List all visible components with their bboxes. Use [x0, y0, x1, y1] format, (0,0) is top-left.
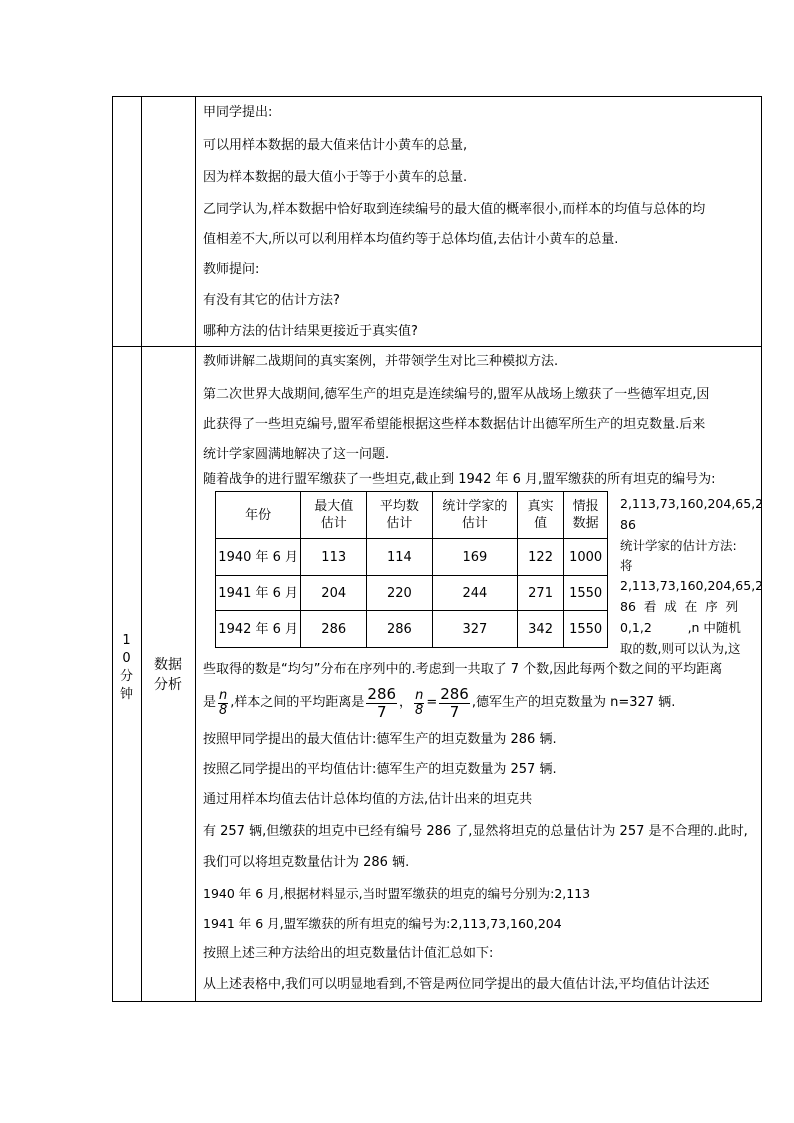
table-cell: 1550: [564, 611, 608, 648]
table-cell: 1940 年 6 月: [216, 539, 301, 576]
table-cell: 220: [367, 576, 433, 611]
table-row: [216, 611, 608, 648]
table-cell: 342: [517, 611, 563, 648]
side-line-5: 2,113,73,160,204,65,2: [620, 578, 764, 593]
fraction-denominator: 7: [449, 702, 460, 721]
side-line-8: 取的数,则可以认为,这: [620, 641, 741, 656]
intro-line-1: 教师讲解二战期间的真实案例，并带领学生对比三种模拟方法.: [203, 354, 559, 369]
col-divider-1: [141, 96, 142, 1002]
tail-line-4: 有 257 辆,但缴获的坦克中已经有编号 286 了,显然将坦克的总量估计为 257 是不合理的.此时,: [203, 824, 748, 839]
phase-line: 数据: [154, 657, 182, 673]
fraction-numerator: 286: [367, 684, 397, 703]
header-cell: 情报 数据: [564, 492, 608, 539]
fraction-numerator: n: [219, 687, 228, 703]
header-cell: 最大值 估计: [301, 492, 367, 539]
formula-equals: =: [426, 695, 438, 710]
table-cell: 204: [301, 576, 367, 611]
intro-line-5: 随着战争的进行盟军缴获了一些坦克,截止到 1942 年 6 月,盟军缴获的所有坦克的编号为:: [203, 472, 716, 487]
table-cell: 1941 年 6 月: [216, 576, 301, 611]
intro-line-3: 此获得了一些坦克编号,盟军希望能根据这些样本数据估计出德军所生产的坦克数量.后来: [203, 417, 706, 432]
header-cell: 年份: [216, 492, 301, 539]
table-cell: 244: [432, 576, 517, 611]
col-divider-2: [195, 96, 196, 1002]
time-char: 钟: [119, 687, 133, 702]
row-divider: [112, 346, 762, 347]
tail-line-2: 按照乙同学提出的平均值估计:德军生产的坦克数量为 257 辆.: [203, 762, 557, 777]
tail-line-7: 1941 年 6 月,盟军缴获的所有坦克的编号为:2,113,73,160,204: [203, 916, 562, 931]
tail-line-3: 通过用样本均值去估计总体均值的方法,估计出来的坦克共: [203, 792, 533, 807]
fraction-denominator: 8: [219, 702, 228, 718]
time-cell: [112, 632, 141, 704]
tail-line-5: 我们可以将坦克数量估计为 286 辆.: [203, 855, 410, 870]
header-cell: 统计学家的 估计: [432, 492, 517, 539]
after-table-line: 些取得的数是“均匀”分布在序列中的.考虑到一共取了 7 个数,因此每两个数之间的平均距离: [203, 662, 723, 677]
phase-line: 分析: [154, 677, 182, 693]
table-cell: 122: [517, 539, 563, 576]
tail-line-6: 1940 年 6 月,根据材料显示,当时盟军缴获的坦克的编号分别为:2,113: [203, 886, 591, 901]
fraction-n-over-8: [218, 689, 228, 718]
intro-line-2: 第二次世界大战期间,德军生产的坦克是连续编号的,盟军从战场上缴获了一些德军坦克,因: [203, 387, 710, 402]
fraction-numerator: 286: [440, 684, 469, 703]
row1-line-6: 教师提问:: [203, 262, 260, 277]
fraction-286-over-7: [439, 686, 470, 721]
fraction-denominator: 7: [376, 702, 387, 721]
row1-line-4: 乙同学认为,样本数据中恰好取到连续编号的最大值的概率很小,而样本的均值与总体的均: [203, 202, 706, 217]
formula-line: [203, 683, 675, 723]
formula-post: ,德军生产的坦克数量为 n=327 辆.: [471, 695, 676, 710]
table-cell: 169: [432, 539, 517, 576]
formula-comma: ，: [399, 695, 413, 710]
table-cell: 113: [301, 539, 367, 576]
side-line-7: 0,1,2 ,n 中随机: [620, 620, 741, 635]
tail-line-1: 按照甲同学提出的最大值估计:德军生产的坦克数量为 286 辆.: [203, 732, 557, 747]
side-line-6: 86 看 成 在 序 列: [620, 599, 739, 614]
time-char: 1: [122, 633, 131, 648]
table-header-row: [216, 492, 608, 539]
fraction-n-over-8: [414, 689, 424, 718]
row1-line-3: 因为样本数据的最大值小于等于小黄车的总量.: [203, 170, 468, 185]
table-cell: 1550: [564, 576, 608, 611]
row1-line-1: 甲同学提出:: [203, 105, 273, 120]
table-cell: 1000: [564, 539, 608, 576]
tail-line-9: 从上述表格中,我们可以明显地看到,不管是两位同学提出的最大值估计法,平均值估计法还: [203, 977, 710, 992]
time-char: 0: [122, 651, 131, 666]
table-cell: 271: [517, 576, 563, 611]
table-row: [216, 576, 608, 611]
tank-estimate-table: [215, 491, 608, 648]
fraction-denominator: 8: [415, 702, 424, 718]
table-cell: 286: [301, 611, 367, 648]
fraction-286-over-7: [366, 686, 397, 721]
fraction-numerator: n: [415, 687, 424, 703]
phase-cell: [141, 655, 195, 695]
row1-line-2: 可以用样本数据的最大值来估计小黄车的总量,: [203, 138, 468, 153]
table-cell: 114: [367, 539, 433, 576]
header-cell: 真实 值: [517, 492, 563, 539]
table-cell: 286: [367, 611, 433, 648]
table-row: [216, 539, 608, 576]
table-cell: 327: [432, 611, 517, 648]
side-line-2: 86: [620, 517, 636, 532]
header-cell: 平均数 估计: [367, 492, 433, 539]
side-line-4: 将: [620, 558, 633, 573]
intro-line-4: 统计学家圆满地解决了这一问题.: [203, 447, 390, 462]
side-line-3: 统计学家的估计方法:: [620, 538, 737, 553]
time-char: 分: [119, 669, 133, 684]
formula-pre: 是: [203, 695, 217, 710]
tail-line-8: 按照上述三种方法给出的坦克数量估计值汇总如下:: [203, 946, 494, 961]
side-line-1: 2,113,73,160,204,65,2: [620, 496, 764, 511]
row1-line-7: 有没有其它的估计方法?: [203, 293, 340, 308]
table-cell: 1942 年 6 月: [216, 611, 301, 648]
formula-mid: ,样本之间的平均距离是: [230, 695, 365, 710]
row1-line-8: 哪种方法的估计结果更接近于真实值?: [203, 324, 418, 339]
row1-line-5: 值相差不大,所以可以利用样本均值约等于总体均值,去估计小黄车的总量.: [203, 232, 619, 247]
